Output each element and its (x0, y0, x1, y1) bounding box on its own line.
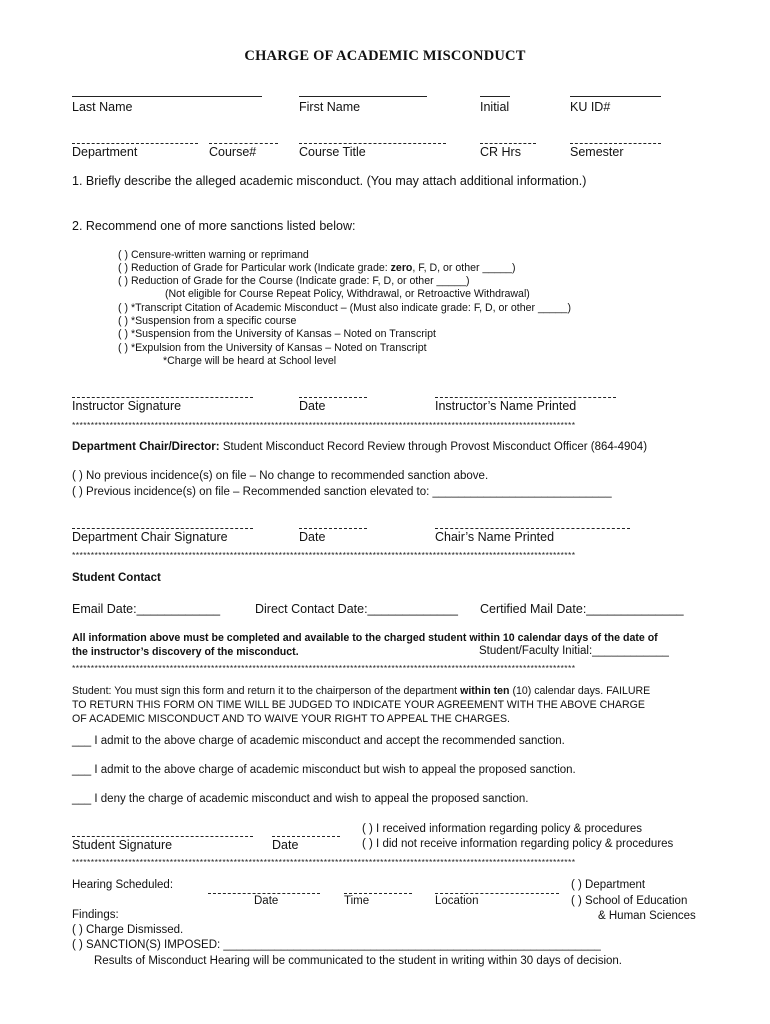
hearing-date-label: Date (254, 895, 279, 907)
cr-hrs-label: CR Hrs (480, 145, 521, 159)
sanction-reduce-course-note: (Not eligible for Course Repeat Policy, Withdrawal, or Retroactive Withdrawal) (165, 288, 530, 300)
department-line[interactable] (72, 143, 198, 144)
student-instructions-line-1 (72, 685, 650, 697)
department-label: Department (72, 145, 138, 159)
sanction-reduce-work-text: ( ) Reduction of Grade for Particular work (Indicate grade: (118, 262, 391, 274)
course-title-label: Course Title (299, 145, 366, 159)
chair-date-line[interactable] (299, 528, 367, 529)
student-faculty-initial-field[interactable]: Student/Faculty Initial:____________ (479, 645, 669, 657)
hearing-date-line[interactable] (208, 893, 320, 894)
sanction-reduce-course[interactable]: ( ) Reduction of Grade for the Course (Indicate grade: F, D, or other _____) (118, 275, 470, 287)
chair-option-no-incidence[interactable]: ( ) No previous incidence(s) on file – No change to recommended sanction above. (72, 470, 489, 482)
received-policy-option[interactable]: ( ) I received information regarding policy & procedures (362, 823, 642, 835)
instructor-signature-line[interactable] (72, 397, 253, 398)
certified-mail-date-field[interactable]: Certified Mail Date:______________ (480, 602, 684, 616)
sanction-zero: zero (390, 262, 413, 274)
choice-admit-accept[interactable]: ___ I admit to the above charge of academic misconduct and accept the recommended sanction. (72, 735, 565, 747)
page-title: CHARGE OF ACADEMIC MISCONDUCT (244, 48, 526, 64)
school-option-continued: & Human Sciences (598, 910, 696, 922)
chair-option-previous-incidence[interactable]: ( ) Previous incidence(s) on file – Recommended sanction elevated to: ____________________________ (72, 486, 612, 498)
notice-line-1: All information above must be completed and available to the charged student within 10 calendar days of the date of (72, 632, 658, 644)
school-of-education-option[interactable]: ( ) School of Education (571, 895, 688, 907)
student-instructions-line-2: TO RETURN THIS FORM ON TIME WILL BE JUDGED TO INDICATE YOUR AGREEMENT WITH THE ABOVE CHARGE (72, 699, 645, 711)
instructor-name-label: Instructor’s Name Printed (435, 399, 577, 413)
student-instructions-rest: (10) calendar days. FAILURE (509, 685, 651, 697)
sanction-course-suspension[interactable]: ( ) *Suspension from a specific course (118, 315, 297, 327)
chair-name-line[interactable] (435, 528, 630, 529)
student-date-label: Date (272, 838, 299, 852)
dept-chair-heading (72, 441, 647, 453)
separator-2: ************************************************************************************************************************************** (72, 550, 576, 560)
choice-admit-appeal[interactable]: ___ I admit to the above charge of academic misconduct but wish to appeal the proposed sanction. (72, 764, 576, 776)
separator-4: ************************************************************************************************************************************** (72, 857, 576, 867)
first-name-line[interactable] (299, 96, 427, 97)
dept-chair-heading-bold: Department Chair/Director: (72, 441, 220, 453)
cr-hrs-line[interactable] (480, 143, 536, 144)
question-1: 1. Briefly describe the alleged academic misconduct. (You may attach additional information.) (72, 174, 587, 188)
initial-line[interactable] (480, 96, 510, 97)
charge-dismissed-option[interactable]: ( ) Charge Dismissed. (72, 924, 184, 936)
student-date-line[interactable] (272, 836, 340, 837)
last-name-label: Last Name (72, 100, 133, 114)
course-num-line[interactable] (209, 143, 278, 144)
student-signature-line[interactable] (72, 836, 253, 837)
dept-chair-heading-rest: Student Misconduct Record Review through Provost Misconduct Officer (864-4904) (219, 441, 648, 453)
sanction-expulsion[interactable]: ( ) *Expulsion from the University of Kansas – Noted on Transcript (118, 342, 427, 354)
hearing-scheduled-label: Hearing Scheduled: (72, 879, 174, 891)
findings-label: Findings: (72, 909, 119, 921)
sanction-transcript-citation[interactable]: ( ) *Transcript Citation of Academic Misconduct – (Must also indicate grade: F, D, or other _____) (118, 302, 571, 314)
semester-line[interactable] (570, 143, 661, 144)
hearing-time-line[interactable] (344, 893, 412, 894)
instructor-date-label: Date (299, 399, 326, 413)
ku-id-label: KU ID# (570, 100, 611, 114)
sanction-reduce-work-rest: , F, D, or other _____) (412, 262, 516, 274)
separator-1: ************************************************************************************************************************************** (72, 420, 576, 430)
student-signature-label: Student Signature (72, 838, 173, 852)
notice-line-2: the instructor’s discovery of the misconduct. (72, 646, 299, 658)
sanction-university-suspension[interactable]: ( ) *Suspension from the University of Kansas – Noted on Transcript (118, 328, 436, 340)
sanctions-imposed-option[interactable]: ( ) SANCTION(S) IMPOSED: ___________________________________________________________ (72, 939, 601, 951)
email-date-field[interactable]: Email Date:____________ (72, 602, 221, 616)
school-level-note: *Charge will be heard at School level (163, 355, 337, 367)
within-ten-text: within ten (460, 685, 510, 697)
initial-label: Initial (480, 100, 510, 114)
last-name-line[interactable] (72, 96, 262, 97)
ku-id-line[interactable] (570, 96, 661, 97)
chair-date-label: Date (299, 530, 326, 544)
instructor-name-line[interactable] (435, 397, 616, 398)
student-instructions-line-3: OF ACADEMIC MISCONDUCT AND TO WAIVE YOUR RIGHT TO APPEAL THE CHARGES. (72, 713, 510, 725)
department-option[interactable]: ( ) Department (571, 879, 646, 891)
course-num-label: Course# (209, 145, 257, 159)
not-received-policy-option[interactable]: ( ) I did not receive information regarding policy & procedures (362, 838, 674, 850)
results-statement: Results of Misconduct Hearing will be communicated to the student in writing within 30 days of decision. (94, 955, 622, 967)
question-2: 2. Recommend one of more sanctions listed below: (72, 219, 356, 233)
student-instructions-text: Student: You must sign this form and return it to the chairperson of the department (72, 685, 461, 697)
hearing-location-label: Location (435, 895, 479, 907)
instructor-signature-label: Instructor Signature (72, 399, 182, 413)
course-title-line[interactable] (299, 143, 446, 144)
hearing-location-line[interactable] (435, 893, 559, 894)
student-contact-heading: Student Contact (72, 572, 161, 584)
first-name-label: First Name (299, 100, 361, 114)
chair-name-label: Chair’s Name Printed (435, 530, 555, 544)
semester-label: Semester (570, 145, 624, 159)
hearing-time-label: Time (344, 895, 370, 907)
sanction-reduce-work[interactable] (118, 262, 515, 274)
chair-signature-line[interactable] (72, 528, 253, 529)
instructor-date-line[interactable] (299, 397, 367, 398)
choice-deny-appeal[interactable]: ___ I deny the charge of academic misconduct and wish to appeal the proposed sanction. (72, 793, 529, 805)
sanction-censure[interactable]: ( ) Censure-written warning or reprimand (118, 249, 309, 261)
direct-contact-date-field[interactable]: Direct Contact Date:_____________ (255, 602, 458, 616)
separator-3: ************************************************************************************************************************************** (72, 663, 576, 673)
chair-signature-label: Department Chair Signature (72, 530, 228, 544)
